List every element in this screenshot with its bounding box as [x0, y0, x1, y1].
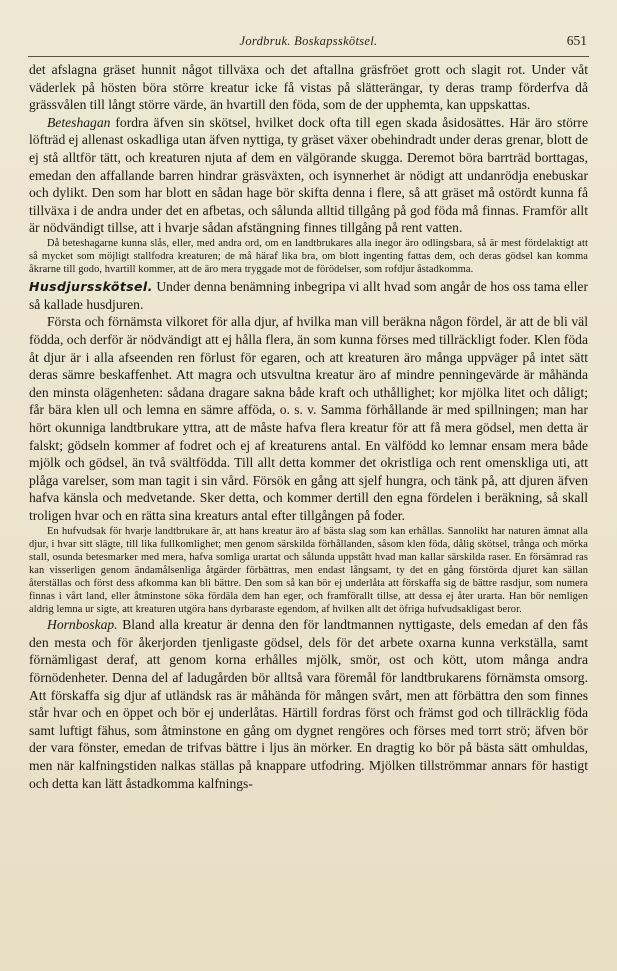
text-body: [29, 61, 588, 792]
paragraph-text: Bland alla kreatur är denna den för landtmannen nyttigaste, dels emedan af den fås den mesta och för åkerjorden tjenligaste gödsel, dels för det arbete oxarna kunna verkställa, samt förnämligast deraf, att genom korna erhålles mjölk, smör, ost och kött, utom många andra förnödenheter. Denna del af ladugården bör alltså vara föremål för landtbrukarens förnämsta omsorg. Att förskaffa sig djur af utländsk ras är måhända för mången svårt, men att förbättra den som finnes står hvar och en öppet och bör ej underlåtas. Härtill fordras först och främst god och tillräcklig föda samt luftigt fähus, som åtminstone en gång om dygnet rengöres och förses med torrt strö; äfven bör der vara fönster, emedan de trifvas bättre i ljus än mörker. En dragtig ko bör på bästa sätt omhuldas, men när kalfningstiden nalkas ställas på knappare utfodring. Mjölken tillströmmar annars för hastigt och detta kan lätt åstadkomma kalfnings-: [29, 617, 588, 791]
note-stallfodring: [29, 237, 588, 276]
paragraph-text: Första och förnämsta vilkoret för alla djur, af hvilka man vill beräkna någon fördel, är att de bli väl födda, och derför är nödvändigt att ej hålla flera, än som kunna förses med tillräckligt foder. Klen föda åt djur är i alla afseenden ren förlust för egaren, och att kreaturen äro många uppväger på intet sätt deras sämre beskaffenhet. Att magra och utsvultna kreatur äro af mindre penningevärde är måhända den minsta olägenheten: sådana dragare sakna både kraft och uthållighet; kor mjölka litet och dåligt; får bära klen ull och lemna en sämre afföda, o. s. v. Samma förhållande är med spillningen; man har hört okunniga landtbrukare yttra, att de måste hafva flera kreatur för att få mera gödsel, men detta är falskt; gödseln kommer af fodret och ej af kreaturens antal. En välfödd ko lemnar ensam mera både mjölk och gödsel, än två svältfödda. Till allt detta kommer det okristliga och rent omenskliga uti, att plåga varelser, som man tagit i sin vård. Försök en gång att sjelf hungra, och tänk på, att djuren äfven hafva känsla och medvetande. Sker detta, och kommer dertill den egna fördelen i beräkning, så skall troligen hvar och en rätta sina kreaturs antal efter tillgången på foder.: [29, 314, 588, 523]
paragraph-husdjursskotsel: [29, 278, 588, 313]
paragraph-lead: Beteshagan: [47, 114, 111, 130]
header-rule: [28, 56, 589, 57]
paragraph-text: det afslagna gräset hunnit något tillväxa och det aftallna gräsfröet grott och slagit rot. Under våt väderlek på hösten böra större kreatur icke få vistas på slätterängar, ty deras tramp förderfva då grässvålen till långt större värde, än hvartill den föda, som de der upphemta, kan uppskattas.: [29, 62, 588, 113]
paragraph-text: Under denna benämning inbegripa vi allt hvad som angår de hos oss tama eller så kallade husdjuren.: [29, 279, 588, 312]
paragraph-afslagna: [29, 61, 588, 114]
paragraph-beteshagar: [29, 114, 588, 237]
page-number: 651: [566, 33, 587, 48]
note-rasdjur: [29, 525, 588, 617]
running-title: Jordbruk. Boskapsskötsel.: [239, 34, 378, 48]
note-text: Då beteshagarne kunna slås, eller, med andra ord, om en landtbrukares alla inegor äro odlingsbara, så är mest fördelaktigt att så mycket som möjligt stallfodra kreaturen; de må häraf lika bra, om blott ingenting fattas dem, och deras gödsel kan komma åkrarne till godo, hvartill kommer, att de äro mera tryggade mot de förödelser, som rofdjur åstadkomma.: [29, 237, 588, 276]
section-heading: Husdjursskötsel.: [29, 279, 153, 295]
page-header: [28, 34, 589, 52]
paragraph-hornboskap: [29, 616, 588, 792]
paragraph-forsta-vilkoret: [29, 313, 588, 524]
paragraph-text: fordra äfven sin skötsel, hvilket dock ofta till egen skada åsidosättes. Här äro större löfträd ej allenast oskadliga utan äfven nyttiga, ty gräset växer obehindradt under deras grenar, blott de ej stå alltför tätt, och kreaturen njuta af dem en välgörande skugga. Deremot böra barrträd borttagas, emedan den affallande barren hindrar gräsväxten, och isynnerhet är nödigt att undanrödja enebuskar och dylikt. Den som har blott en sådan hage bör skifta denna i flere, så att gräset må ostördt kunna få tillväxa i de andra under det en afbetas, och sålunda alltid tillgång på god föda må finnas. Framför allt är nödvändigt tillse, att i hvarje sådan afstängning finnes tillgång på rent vatten.: [29, 114, 588, 236]
note-text: En hufvudsak för hvarje landtbrukare är, att hans kreatur äro af bästa slag som kan erhållas. Sannolikt har naturen ämnat alla djur, i hvar sitt slägte, till lika fullkomlighet; men genom särskilda förhållanden, såsom klen föda, dålig skötsel, trånga och mörka stall, osunda betesmarker med mera, hafva somliga urartat och sålunda uppstått hvad man kallar särskilda raser. En försämrad ras kan visserligen genom ändamålsenliga åtgärder förbättras, men endast långsamt, ty det en gång förstörda djuret kan sällan återställas och först dess afkomma kan bli bättre. Den som så kan bör ej underlåta att förskaffa sig de bättre rasdjur, som numera finnas i vårt land, eller åtminstone söka fördäla dem han eger, och framförallt tillse, att dessa ej åter urarta. Han bör nemligen aldrig lemna ur sigte, att kreaturen utgöra hans dyrbaraste egendom, af hvilken allt det öfriga hufvudsakligast beror.: [29, 525, 588, 616]
paragraph-lead: Hornboskap.: [47, 617, 118, 633]
